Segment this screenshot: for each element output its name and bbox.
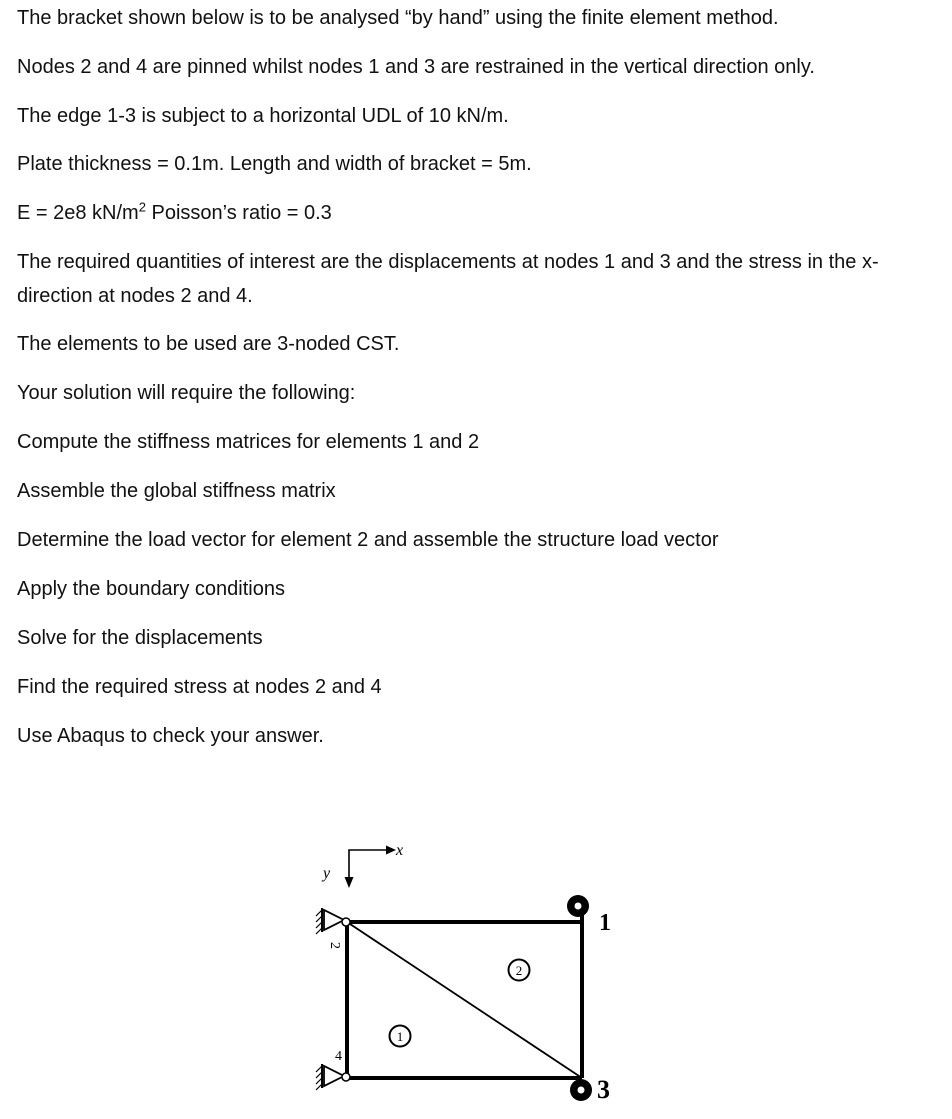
step-item: Apply the boundary conditions [17, 578, 285, 600]
bracket-outline [345, 922, 582, 1078]
element-label-1 [390, 1026, 411, 1047]
element-label-1-text: 1 [396, 1029, 404, 1044]
material-line [17, 196, 332, 230]
bracket-svg [300, 830, 640, 1115]
element-type-line: The elements to be used are 3-noded CST. [17, 333, 400, 355]
support-conditions-line: Nodes 2 and 4 are pinned whilst nodes 1 and 3 are restrained in the vertical direction only. [17, 56, 815, 78]
node-label-4: 4 [335, 1049, 342, 1064]
material-modulus-exponent: 2 [138, 199, 146, 215]
node-label-1: 1 [599, 910, 611, 936]
step-item: Determine the load vector for element 2 and assemble the structure load vector [17, 529, 719, 551]
pin-support-node-2 [316, 908, 350, 934]
axes [321, 842, 403, 888]
step-item: Solve for the displacements [17, 627, 263, 649]
load-line: The edge 1-3 is subject to a horizontal UDL of 10 kN/m. [17, 105, 509, 127]
step-item: Compute the stiffness matrices for elements 1 and 2 [17, 431, 480, 453]
bracket-diagram [300, 830, 640, 1115]
pin-support-node-4 [316, 1064, 350, 1090]
node-label-3: 3 [597, 1075, 610, 1104]
step-item: Find the required stress at nodes 2 and 4 [17, 676, 382, 698]
element-label-2-text: 2 [515, 963, 523, 978]
node-label-2: 2 [327, 942, 342, 949]
x-axis-arrow [349, 850, 388, 866]
requirements-heading: Your solution will require the following: [17, 382, 356, 404]
element-diagonal [347, 922, 582, 1078]
x-axis-label: x [396, 842, 404, 859]
material-modulus: E = 2e8 kN/m [17, 202, 139, 224]
roller-support-node-3 [570, 1079, 592, 1101]
intro-line: The bracket shown below is to be analysed “by hand” using the finite element method. [17, 7, 779, 29]
element-label-2 [509, 960, 530, 981]
y-axis-label: y [323, 865, 331, 882]
step-item: Use Abaqus to check your answer. [17, 725, 324, 747]
x-arrowhead [386, 846, 396, 855]
roller-support-node-1 [567, 895, 589, 922]
y-arrowhead [345, 877, 354, 888]
geometry-line: Plate thickness = 0.1m. Length and width of bracket = 5m. [17, 153, 532, 175]
material-poisson: Poisson’s ratio = 0.3 [145, 202, 332, 224]
step-item: Assemble the global stiffness matrix [17, 480, 336, 502]
quantities-line: The required quantities of interest are the displacements at nodes 1 and 3 and the stress in the x-direction at nodes 2 and 4. [17, 251, 879, 307]
